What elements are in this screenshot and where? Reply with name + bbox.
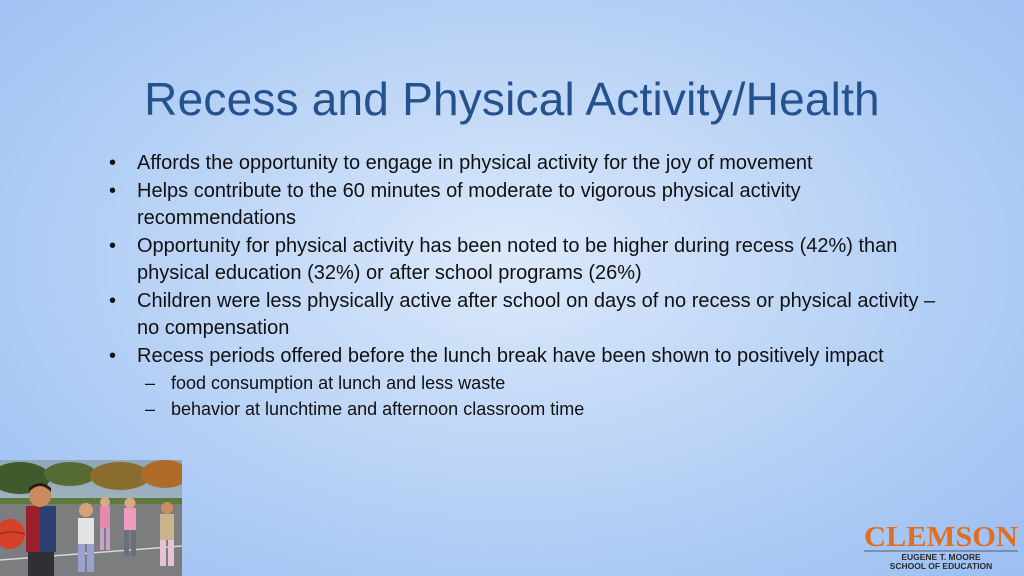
dash-icon: – <box>145 399 156 419</box>
clemson-logo <box>862 520 1020 570</box>
bullet-icon: • <box>109 234 117 257</box>
logo-wordmark: CLEMSON <box>864 522 1018 553</box>
bullet-item: • Affords the opportunity to engage in physical activity for the joy of movement <box>107 150 947 178</box>
logo-line2: SCHOOL OF EDUCATION <box>889 561 993 570</box>
bullet-icon: • <box>109 289 117 312</box>
bullet-item: • Opportunity for physical activity has been noted to be higher during recess (42%) than physical education (32%) or after school programs (26%) <box>109 234 898 284</box>
bullet-icon: • <box>109 179 117 202</box>
sub-bullet-item: – food consumption at lunch and less waste <box>137 370 947 396</box>
paw-icon <box>968 523 992 547</box>
playground-photo <box>0 460 182 576</box>
clemson-logo-mark <box>862 520 1020 570</box>
bullet-item: • Helps contribute to the 60 minutes of moderate to vigorous physical activity recommendations <box>109 179 801 229</box>
dash-icon: – <box>145 373 156 393</box>
sub-bullet-list <box>137 370 947 422</box>
playground-photo-illustration <box>0 460 182 576</box>
bullet-icon: • <box>109 344 117 367</box>
slide-title: Recess and Physical Activity/Health <box>144 73 880 125</box>
bullet-item: • Recess periods offered before the lunch break have been shown to positively impact – food consumption at lunch and less waste – behavior at lunchtime and afternoon classroom time <box>107 343 947 423</box>
bullet-item: • Children were less physically active after school on days of no recess or physical activity – no compensation <box>109 289 936 339</box>
sub-bullet-item: – behavior at lunchtime and afternoon classroom time <box>137 396 947 422</box>
bullet-icon: • <box>109 152 117 174</box>
logo-line1: EUGENE T. MOORE <box>901 552 981 562</box>
bullet-list <box>107 150 947 422</box>
